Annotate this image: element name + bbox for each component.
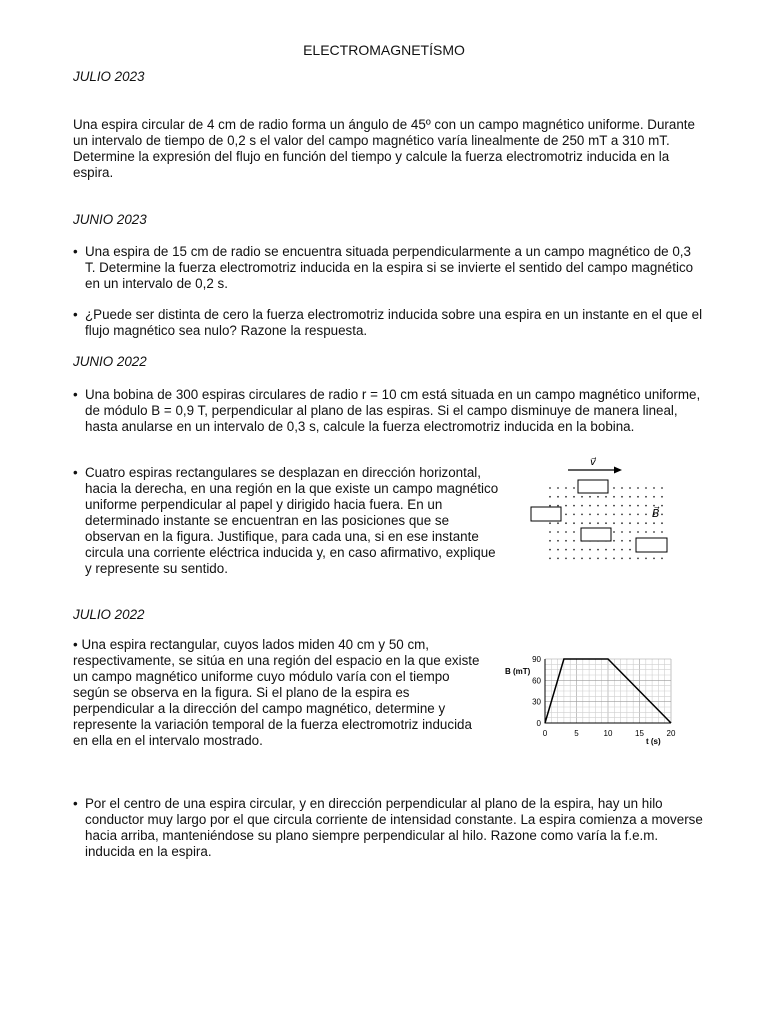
problem-text: Una espira circular de 4 cm de radio forma un ángulo de 45º con un campo magnético uniforme. Durante un intervalo de tiempo de 0,2 s el valor del campo magnético varía linealmente de 250 mT a 310 mT. Determine la expresión del flujo en función del tiempo y calcule la fuerza electromotriz inducida en la espira. <box>73 117 695 180</box>
field-dot <box>573 549 575 551</box>
field-dot <box>621 549 623 551</box>
field-dot <box>573 522 575 524</box>
section-date: JUNIO 2023 <box>73 212 147 227</box>
velocity-label: v⃗ <box>590 457 596 468</box>
field-dot <box>565 531 567 533</box>
field-dot <box>621 540 623 542</box>
problem-text: Una bobina de 300 espiras circulares de radio r = 10 cm está situada en un campo magnético uniforme, de módulo B = 0,9 T, perpendicular al plano de las espiras. Si el campo disminuye de manera lineal, hasta anularse en un intervalo de 0,3 s, calcule la fuerza electromotriz inducida en la bobina. <box>85 387 701 434</box>
field-dot <box>621 522 623 524</box>
problem-text: Una espira rectangular, cuyos lados miden 40 cm y 50 cm, respectivamente, se sitúa en una región del espacio en la que existe un campo magnético uniforme cuyo módulo varía con el tiempo según se observa en la figura. Si el plano de la espira es perpendicular a la dirección del campo magnético, determine y represente la variación temporal de la fuerza electromotriz inducida en ella en el intervalo mostrado. <box>73 637 480 748</box>
field-dot <box>581 514 583 516</box>
field-dot <box>661 514 663 516</box>
chart-grid <box>545 659 671 723</box>
field-dot <box>557 540 559 542</box>
section-date: JULIO 2023 <box>73 69 145 84</box>
field-dot <box>565 496 567 498</box>
field-dot <box>557 531 559 533</box>
field-dot <box>621 487 623 489</box>
field-dot <box>581 505 583 507</box>
field-dot <box>573 531 575 533</box>
field-dot <box>549 496 551 498</box>
field-dot <box>661 487 663 489</box>
y-tick-label: 0 <box>536 719 541 728</box>
field-dot <box>661 522 663 524</box>
problem-text: Cuatro espiras rectangulares se desplazan en dirección horizontal, hacia la derecha, en una región en la que existe un campo magnético uniforme perpendicular al papel y dirigido hacia fuera. En un determinado instante se encuentran en las posiciones que se observan en la figura. Justifique, para cada una, si en ese instante circula una corriente eléctrica inducida y, en caso afirmativo, explique y represente su sentido. <box>85 465 499 576</box>
field-dot <box>573 540 575 542</box>
velocity-arrowhead <box>614 467 622 474</box>
x-tick-label: 20 <box>666 729 676 738</box>
list-item <box>73 796 703 860</box>
field-dot <box>613 522 615 524</box>
x-tick-label: 10 <box>603 729 613 738</box>
field-dot <box>629 487 631 489</box>
field-dot <box>645 522 647 524</box>
field-dot <box>573 496 575 498</box>
field-dot <box>621 531 623 533</box>
section-date: JULIO 2022 <box>73 607 145 622</box>
field-dot <box>653 496 655 498</box>
field-dot <box>661 531 663 533</box>
field-dot <box>597 549 599 551</box>
list-item <box>73 465 503 577</box>
y-axis-label: B (mT) <box>505 667 531 676</box>
field-dot <box>605 505 607 507</box>
field-dot <box>613 558 615 560</box>
field-dot <box>589 522 591 524</box>
bullet-icon: • <box>73 465 78 480</box>
field-dot <box>549 505 551 507</box>
field-dot <box>549 540 551 542</box>
field-dot <box>581 549 583 551</box>
field-dot <box>557 505 559 507</box>
field-dot <box>565 540 567 542</box>
problem-text: ¿Puede ser distinta de cero la fuerza electromotriz inducida sobre una espira en un instante en el que el flujo magnético sea nulo? Razone la respuesta. <box>85 307 703 338</box>
field-dot <box>645 514 647 516</box>
b-field-chart <box>503 644 683 750</box>
field-dot <box>565 505 567 507</box>
field-dot <box>581 496 583 498</box>
field-dot <box>565 514 567 516</box>
page-title: ELECTROMAGNETÍSMO <box>303 42 465 58</box>
field-dot <box>549 522 551 524</box>
field-dot <box>637 487 639 489</box>
field-dot <box>589 514 591 516</box>
field-dot <box>621 514 623 516</box>
x-tick-label: 5 <box>574 729 579 738</box>
list-item <box>73 307 703 339</box>
field-dot <box>613 505 615 507</box>
field-dot <box>557 558 559 560</box>
field-dot <box>645 558 647 560</box>
field-dot <box>629 496 631 498</box>
x-axis-label: t (s) <box>646 737 661 746</box>
field-dot <box>645 496 647 498</box>
y-tick-label: 60 <box>532 676 541 686</box>
field-dot <box>661 558 663 560</box>
bullet-icon: • <box>73 307 78 322</box>
bullet-icon: • <box>73 637 78 652</box>
field-dot <box>557 549 559 551</box>
field-dot <box>621 496 623 498</box>
list-item <box>73 637 483 749</box>
field-dot <box>613 487 615 489</box>
problem-text: Una espira de 15 cm de radio se encuentra situada perpendicularmente a un campo magnético de 0,3 T. Determine la fuerza electromotriz inducida en la espira si se invierte el sentido del campo magnético en un intervalo de 0,2 s. <box>85 244 694 291</box>
field-dot <box>581 558 583 560</box>
field-dot <box>589 496 591 498</box>
field-dot <box>605 522 607 524</box>
field-dot <box>637 496 639 498</box>
field-dot <box>573 505 575 507</box>
field-dot <box>637 505 639 507</box>
field-dot <box>573 487 575 489</box>
y-tick-label: 90 <box>532 655 541 664</box>
field-dot <box>629 558 631 560</box>
field-dot <box>621 505 623 507</box>
field-dot <box>653 531 655 533</box>
field-dot <box>613 496 615 498</box>
field-dot <box>605 549 607 551</box>
field-dot <box>597 522 599 524</box>
field-dot <box>613 540 615 542</box>
field-dot <box>557 496 559 498</box>
field-dot <box>629 514 631 516</box>
field-dot <box>565 549 567 551</box>
field-dot <box>549 487 551 489</box>
field-label: B⃗ <box>652 508 660 520</box>
list-item <box>73 244 703 292</box>
field-dot <box>653 558 655 560</box>
field-dot <box>637 531 639 533</box>
field-dot <box>661 505 663 507</box>
field-dot <box>653 522 655 524</box>
field-dot <box>605 496 607 498</box>
field-dot <box>629 522 631 524</box>
field-dot <box>549 549 551 551</box>
problem-text: Por el centro de una espira circular, y en dirección perpendicular al plano de la espira, hay un hilo conductor muy largo por el que circula corriente de intensidad constante. La espira comienza a moverse hacia arriba, manteniéndose su plano siempre perpendicular al hilo. Razone como varía la f.e.m. inducida en la espira. <box>85 796 703 859</box>
x-tick-label: 0 <box>542 729 548 738</box>
loop-rect <box>636 538 667 552</box>
field-dot <box>589 505 591 507</box>
field-dot <box>645 487 647 489</box>
loop-rect <box>581 528 611 541</box>
field-dot <box>613 549 615 551</box>
field-dot <box>605 558 607 560</box>
field-dot <box>629 540 631 542</box>
bullet-icon: • <box>73 387 78 402</box>
loop-rect <box>578 480 608 493</box>
field-dot <box>549 531 551 533</box>
field-dot <box>589 558 591 560</box>
field-dot <box>597 558 599 560</box>
field-dot <box>645 505 647 507</box>
field-dot <box>645 531 647 533</box>
field-dot <box>653 505 655 507</box>
list-item <box>73 387 703 435</box>
section-date: JUNIO 2022 <box>73 354 147 369</box>
bullet-icon: • <box>73 796 78 811</box>
loop-rect <box>531 507 561 521</box>
field-dot <box>565 558 567 560</box>
field-dot <box>613 531 615 533</box>
field-dot <box>661 496 663 498</box>
field-dot <box>653 487 655 489</box>
bullet-icon: • <box>73 244 78 259</box>
field-dot <box>573 514 575 516</box>
field-dot <box>613 514 615 516</box>
y-tick-label: 30 <box>532 697 541 707</box>
field-dot <box>637 522 639 524</box>
field-dot <box>605 514 607 516</box>
field-dot <box>637 558 639 560</box>
field-dot <box>565 487 567 489</box>
field-dot <box>581 522 583 524</box>
field-dot <box>549 558 551 560</box>
field-dot <box>557 487 559 489</box>
field-dot <box>589 549 591 551</box>
field-dot <box>557 522 559 524</box>
loops-field-figure <box>528 455 673 570</box>
field-dot <box>597 514 599 516</box>
x-tick-label: 15 <box>635 729 644 738</box>
field-dot <box>629 505 631 507</box>
field-dot <box>573 558 575 560</box>
field-dot <box>629 531 631 533</box>
field-dot <box>597 496 599 498</box>
field-dot <box>629 549 631 551</box>
field-dot <box>597 505 599 507</box>
field-dot <box>565 522 567 524</box>
field-dot <box>637 514 639 516</box>
field-dot <box>621 558 623 560</box>
